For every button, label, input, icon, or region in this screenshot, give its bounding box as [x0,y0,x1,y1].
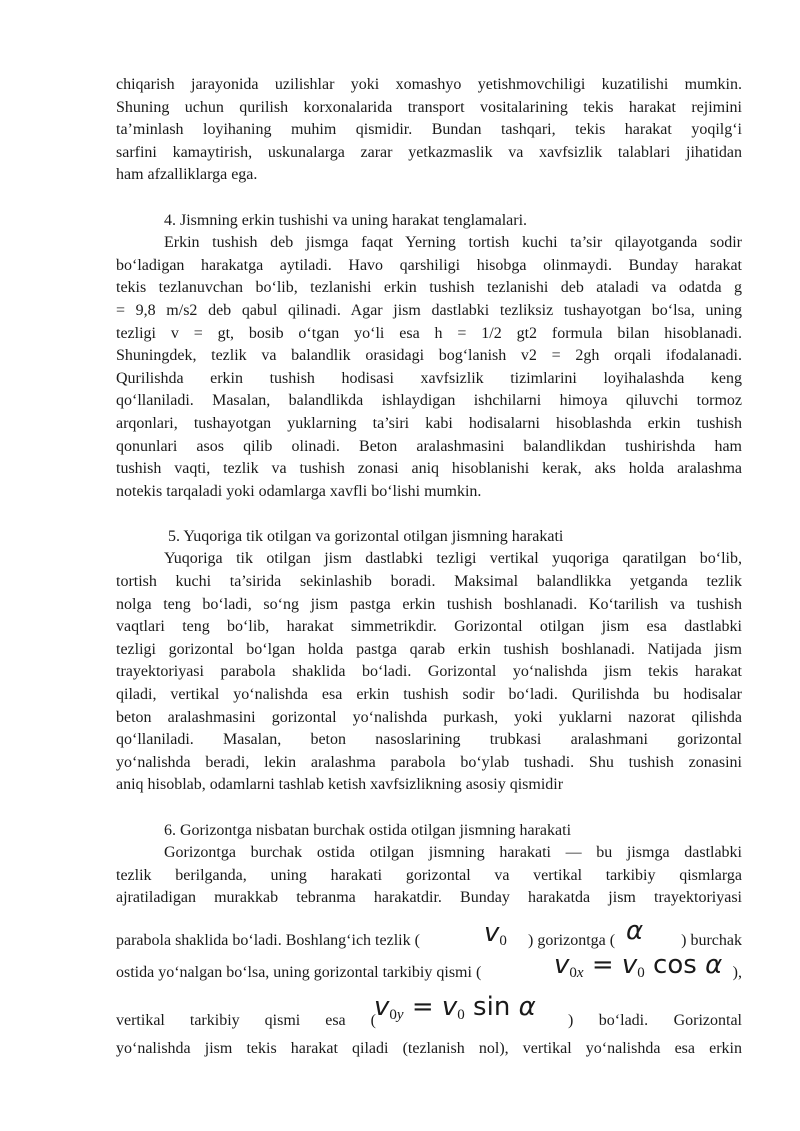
section-heading: 6. Gorizontga nisbatan burchak ostida otilgan jismning harakati [164,821,572,839]
text-line: qonunlari asos qilib olinadi. Beton aralashmasini balandlikdan tushirishda ham [116,437,742,455]
text-fragment: ) gorizontga ( [528,931,616,949]
text-line: nolga teng bo‘ladi, so‘ng jism pastga erkin tushish boshlanadi. Ko‘tarilish va tushish [116,595,742,613]
text-line: Qurilishda erkin tushish hodisasi xavfsizlik tizimlarini loyihalashda keng [116,369,742,387]
text-fragment: ) burchak [681,931,742,949]
text-line: arqonlari, tushayotgan yuklarning ta’siri kabi hodisalarni hisoblashda erkin tushish [116,414,742,432]
text-line: ta’minlash loyihaning muhim qismidir. Bundan tashqari, tekis harakat yoqilg‘i [116,121,742,139]
paragraph-intro [116,74,742,187]
formula-alpha: α [626,915,644,946]
text-line: tekis tezlanuvchan bo‘lib, tezlanishi erkin tushish tezlanishi deb ataladi va odatda g [116,279,742,297]
text-line: = 9,8 m/s2 deb qabul qilinadi. Agar jism dastlabki tezliksiz tushayotgan bo‘lsa, uning [116,301,742,319]
text-line: beton aralashmasini gorizontal yo‘nalishda purkash, yoki yuklarni nazorat qilishda [116,708,742,726]
document-page [116,74,742,1061]
text-line: tezlik berilganda, uning harakati gorizontal va vertikal tarkibiy qismlarga [116,866,742,884]
text-line: vaqtlari teng bo‘lib, harakat simmetrikdir. Gorizontal otilgan jism esa dastlabki [116,618,742,636]
text-line: qo‘llaniladi. Masalan, balandlikda ishlaydigan ishchilarni himoya qiluvchi tormoz [116,392,742,410]
text-line: trayektoriyasi parabola shaklida bo‘ladi. Gorizontal yo‘nalishda jism tekis harakat [116,663,742,681]
text-line: tushish vaqti, tezlik va tushish zonasi aniq hisoblanishi kerak, aks holda aralashma [116,460,742,478]
text-line: Shuning uchun qurilish korxonalarida transport vositalarining tekis harakat rejimini [116,98,742,116]
text-line: qiladi, vertikal yo‘nalishda esa erkin tushish sodir bo‘ladi. Qurilishda bu hodisalar [116,686,742,704]
math-line [116,949,742,988]
text-line: ajratiladigan murakkab tebranma harakatdir. Bunday harakatda jism trayektoriyasi [116,889,742,907]
section-heading: 4. Jismning erkin tushishi va uning harakat tenglamalari. [164,211,528,229]
text-fragment: ) bo‘ladi. Gorizontal [568,1011,742,1029]
text-line: yo‘nalishda beradi, lekin aralashma parabola bo‘ylab tushadi. Shu tushish zonasini [116,753,742,771]
text-fragment: parabola shaklida bo‘ladi. Boshlang‘ich tezlik ( [116,931,420,949]
section-4 [116,210,742,504]
text-line: Erkin tushish deb jismga faqat Yerning tortish kuchi ta’sir qilayotganda sodir [164,234,742,252]
section-6 [116,820,742,1061]
text-line: sarfini kamaytirish, uskunalarga zarar yetkazmaslik va xavfsizlik talablari jihatidan [116,143,742,161]
text-line: aniq hisoblab, odamlarni tashlab ketish xavfsizlikning asosiy qismidir [116,776,564,794]
text-line: bo‘ladigan harakatga aytiladi. Havo qarshiligi hisobga olinmaydi. Bunday harakat [116,256,742,274]
text-fragment: vertikal tarkibiy qismi esa ( [116,1011,376,1029]
math-line [116,991,742,1038]
formula-v0x: v0x = v0 cos α [554,949,723,981]
text-line: ham afzalliklarga ega. [116,166,258,184]
text-fragment: ostida yo‘nalgan bo‘lsa, uning gorizontal tarkibiy qismi ( [116,963,482,981]
text-line: Gorizontga burchak ostida otilgan jismning harakati — bu jismga dastlabki [164,844,742,862]
formula-v0: v0 [484,917,507,949]
text-line: Shuningdek, tezlik va balandlik orasidagi bog‘lanish v2 = 2gh orqali ifodalanadi. [116,347,742,365]
formula-v0y: v0y = v0 sin α [374,991,536,1023]
text-line: qo‘llaniladi. Masalan, beton nasoslarining trubkasi aralashmani gorizontal [116,731,742,749]
text-line: Yuqoriga tik otilgan jism dastlabki tezligi vertikal yuqoriga qaratilgan bo‘lib, [164,550,742,568]
text-line: chiqarish jarayonida uzilishlar yoki xomashyo yetishmovchiligi kuzatilishi mumkin. [116,76,742,93]
text-line: tezligi gorizontal bo‘lgan holda pastga qarab erkin tushish boshlanadi. Natijada jism [116,640,742,658]
text-fragment: ), [732,963,742,981]
text-line: notekis tarqaladi yoki odamlarga xavfli bo‘lishi mumkin. [116,482,482,500]
text-line: tezligi v = gt, bosib o‘tgan yo‘li esa h = 1/2 gt2 formula bilan hisoblanadi. [116,324,742,342]
section-5 [116,526,742,797]
section-heading: 5. Yuqoriga tik otilgan va gorizontal otilgan jismning harakati [168,527,564,545]
text-line: yo‘nalishda jism tekis harakat qiladi (tezlanish nol), vertikal yo‘nalishda esa erkin [116,1039,742,1057]
text-line: tortish kuchi ta’sirida sekinlashib boradi. Maksimal balandlikka yetganda tezlik [116,573,742,591]
